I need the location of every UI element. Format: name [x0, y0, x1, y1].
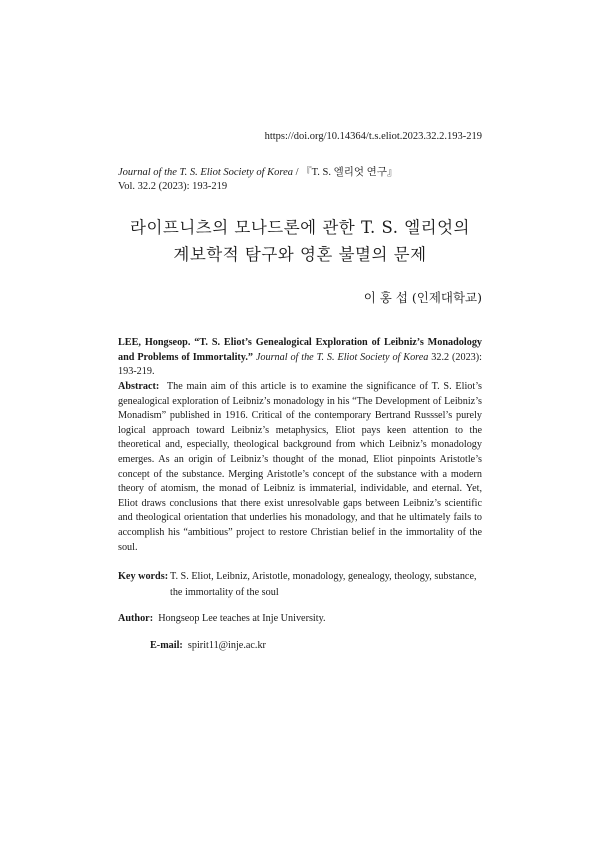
- journal-info: [118, 166, 397, 194]
- citation-journal: Journal of the T. S. Eliot Society of Korea: [255, 351, 429, 363]
- author-info: [118, 613, 326, 624]
- author-info-label: Author:: [118, 613, 154, 624]
- abstract-label: Abstract:: [118, 381, 160, 392]
- email-label: E-mail:: [150, 640, 183, 651]
- keywords-text: T. S. Eliot, Leibniz, Aristotle, monadology, genealogy, theology, substance, the immortality of the soul: [170, 571, 477, 598]
- title-line-2: 계보학적 탐구와 영혼 불멸의 문제: [173, 245, 427, 264]
- journal-name-en: Journal of the T. S. Eliot Society of Korea: [118, 167, 293, 178]
- abstract-text: The main aim of this article is to examine the significance of T. S. Eliot’s genealogical exploration of Leibniz’s monadology in his “The Development of Leibniz’s Monadism” published in 1916. Critical of the contemporary Bertrand Russsel’s purely logical approach toward Leibniz’s metaphysics, Eliot pays keen attention to the theoretical and, especially, theological background from which Leibniz’s monadology emerges. As an origin of Leibniz’s thought of the monad, Eliot pinpoints Aristotle’s concept of the substance. Merging Aristotle’s concept of the substance with a modern theory of atomism, the monad of Leibniz is immaterial, individable, and eternal. Yet, Eliot draws conclusions that there exist unresolvable gaps between Leibniz’s scientific and theological orientation that underlies his monadology, and that he ultimately fails to accomplish his “ambitious” project to restore Christian belief in the immortality of the soul.: [118, 381, 482, 553]
- citation: [118, 336, 482, 380]
- paper-title: [0, 214, 600, 268]
- citation-volume: 32.2: [431, 351, 450, 363]
- doi-link[interactable]: https://doi.org/10.14364/t.s.eliot.2023.32.2.193-219: [264, 131, 482, 142]
- author-info-text: Hongseop Lee teaches at Inje University.: [158, 613, 326, 624]
- abstract: [118, 380, 482, 555]
- journal-name-ko: 『T. S. 엘리엇 연구』: [301, 167, 398, 178]
- citation-first-line: [118, 336, 482, 380]
- author-affiliation: 이 홍 섭 (인제대학교): [363, 290, 482, 305]
- keywords-label: Key words:: [118, 571, 169, 582]
- journal-separator: /: [292, 167, 302, 178]
- journal-volume: Vol. 32.2 (2023): 193-219: [118, 181, 228, 192]
- journal-name-line: [118, 166, 397, 180]
- title-line-1: 라이프니츠의 모나드론에 관한 T. S. 엘리엇의: [130, 218, 470, 237]
- citation-pages: (2023): 193-219.: [118, 351, 482, 378]
- email: [150, 640, 266, 651]
- citation-author: LEE, Hongseop.: [118, 337, 191, 348]
- keywords: [118, 569, 482, 600]
- email-address[interactable]: spirit11@inje.ac.kr: [187, 640, 266, 651]
- citation-title: “T. S. Eliot’s Genealogical Exploration of Leibniz’s Monadology and Problems of Immortality.”: [118, 337, 483, 363]
